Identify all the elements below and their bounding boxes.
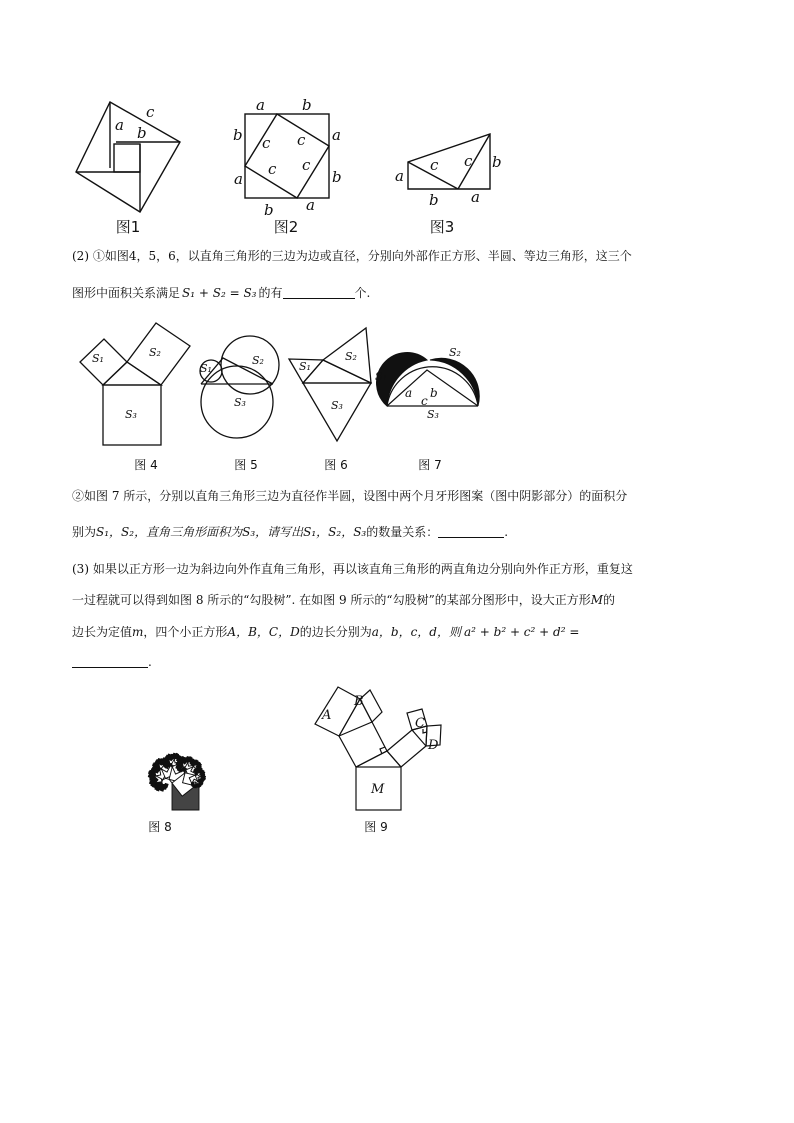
fig6-label-s3: S₃ bbox=[331, 399, 343, 412]
q3-line3b: ，四个小正方形 bbox=[143, 625, 228, 639]
q3-line3e: a，b，c，d，则 bbox=[371, 625, 461, 639]
figure-1 bbox=[70, 96, 190, 216]
figure-3-drawing bbox=[392, 126, 512, 216]
fig2-label-a-left: a bbox=[234, 170, 243, 188]
q2-1-line2b: 的有 bbox=[258, 286, 283, 300]
fig3-label-c-right: c bbox=[464, 152, 473, 170]
fig4-caption: 图 4 bbox=[134, 458, 158, 472]
fig6-caption: 图 6 bbox=[324, 458, 348, 472]
tree-square bbox=[159, 769, 160, 770]
fig2-label-a-bottom: a bbox=[306, 196, 315, 214]
fig7-caption: 图 7 bbox=[418, 458, 442, 472]
fig3-label-b-bottom: b bbox=[429, 191, 439, 209]
q2-2-line2end: . bbox=[504, 525, 509, 539]
fig9-label-a: A bbox=[322, 708, 332, 723]
fig7-label-a: a bbox=[405, 386, 413, 400]
figure-6 bbox=[285, 322, 385, 450]
fig2-label-b-left: b bbox=[233, 126, 243, 144]
tree-square bbox=[167, 755, 168, 756]
figure-8 bbox=[72, 684, 262, 814]
fig2-label-a-top: a bbox=[256, 96, 265, 114]
q3-line1: (3) 如果以正方形一边为斜边向外作直角三角形，再以该直角三角形的两直角边分别向外作正方形，重复这 bbox=[72, 562, 633, 576]
fig1-label-c: c bbox=[146, 103, 155, 121]
fig4-label-s1: S₁ bbox=[92, 352, 104, 365]
fig6-label-s1: S₁ bbox=[299, 360, 311, 373]
fig2-label-a-right: a bbox=[332, 126, 341, 144]
tree-square bbox=[155, 787, 157, 789]
fig5-label-s3: S₃ bbox=[234, 396, 246, 409]
tree-square bbox=[192, 765, 193, 766]
fig4-label-s3: S₃ bbox=[125, 408, 137, 421]
fig7-label-s3: S₃ bbox=[427, 408, 439, 421]
tree-square bbox=[164, 759, 165, 760]
fig5-label-s1: S₁ bbox=[200, 362, 212, 375]
tree-square bbox=[191, 761, 192, 762]
q2-2-line2e: 的数量关系： bbox=[366, 525, 439, 539]
q2-1-line1: (2) ①如图4，5，6，以直角三角形的三边为边或直径，分别向外部作正方形、半圆、等边三角形，这三个 bbox=[72, 249, 632, 263]
tree-square bbox=[199, 780, 200, 781]
tree-square bbox=[151, 784, 153, 786]
q3-line3c: A，B，C，D bbox=[227, 625, 300, 639]
fig3-label-b-right: b bbox=[492, 153, 502, 171]
fig2-label-c-tl: c bbox=[262, 134, 271, 152]
tree-square bbox=[180, 759, 181, 760]
figure-5 bbox=[192, 330, 292, 445]
tree-square bbox=[164, 786, 166, 788]
q3-line4-end: . bbox=[148, 655, 152, 669]
fig9-label-m: M bbox=[371, 782, 385, 797]
fig7-label-b: b bbox=[430, 386, 438, 400]
tree-square bbox=[195, 769, 196, 770]
fig3-caption: 图3 bbox=[429, 218, 455, 236]
tree-square bbox=[150, 771, 151, 772]
tree-square bbox=[185, 758, 186, 759]
fig3-label-c-left: c bbox=[430, 156, 439, 174]
q2-1-line2 bbox=[72, 287, 370, 299]
q2-2-line2d: S₁，S₂，S₃ bbox=[303, 525, 367, 539]
q2-2-line2a: 别为 bbox=[72, 525, 97, 539]
q2-2-line2 bbox=[72, 526, 508, 538]
fig9-label-b: B bbox=[354, 694, 364, 709]
fig7-label-s1: S₁ bbox=[375, 370, 387, 383]
fig1-label-b: b bbox=[137, 124, 147, 142]
figure-2-drawing bbox=[230, 98, 350, 218]
q3-line3a: 边长为定值 bbox=[72, 625, 133, 639]
fig3-label-a-bottom: a bbox=[471, 188, 480, 206]
fig9-label-c: C bbox=[415, 716, 425, 731]
fig2-caption: 图2 bbox=[273, 218, 299, 236]
fig4-label-s2: S₂ bbox=[149, 346, 161, 359]
fig2-label-b-bottom: b bbox=[264, 201, 274, 219]
q2-1-line2a: 图形中面积关系满足 bbox=[72, 286, 181, 300]
figure-4-drawing bbox=[70, 318, 200, 450]
q3-line2-text: 一过程就可以得到如图 8 所示的“勾股树”. 在如图 9 所示的“勾股树”的某部分图形中，设大正方形 bbox=[72, 593, 591, 607]
fig7-label-s2: S₂ bbox=[449, 346, 461, 359]
fig6-label-s2: S₂ bbox=[345, 350, 357, 363]
q3-line2-m: M bbox=[590, 593, 603, 607]
fig1-label-a: a bbox=[115, 116, 124, 134]
q2-2-line1: ②如图 7 所示，分别以直角三角形三边为直径作半圆，设图中两个月牙形图案（图中阴影部分）的面积分 bbox=[72, 489, 628, 503]
q2-2-line2c: S₃，请写出 bbox=[242, 525, 304, 539]
figure-9 bbox=[302, 684, 452, 814]
q2-2-line2b: S₁，S₂，直角三角形面积为 bbox=[96, 525, 243, 539]
fig2-label-b-top: b bbox=[302, 96, 312, 114]
q3-line2 bbox=[72, 594, 615, 606]
figure-6-drawing bbox=[285, 322, 385, 450]
q3-answer-blank[interactable] bbox=[72, 667, 148, 668]
tree-square bbox=[154, 770, 156, 772]
q3-line3-m: m bbox=[132, 625, 144, 639]
pythagoras-tree-drawing bbox=[72, 684, 262, 814]
tree-square bbox=[178, 758, 179, 759]
figure-4 bbox=[70, 318, 200, 450]
fig2-label-c-tr: c bbox=[297, 131, 306, 149]
q2-1-formula: S₁ + S₂ = S₃ bbox=[182, 286, 257, 300]
tree-square bbox=[150, 777, 152, 779]
fig3-label-a-left: a bbox=[395, 167, 404, 185]
fig9-caption: 图 9 bbox=[364, 820, 388, 834]
fig8-caption: 图 8 bbox=[148, 820, 172, 834]
q3-line3d: 的边长分别为 bbox=[299, 625, 372, 639]
fig5-label-s2: S₂ bbox=[252, 354, 264, 367]
q2-1-line2c: 个. bbox=[354, 286, 371, 300]
q2-2-answer-blank[interactable] bbox=[438, 537, 504, 538]
figure-7 bbox=[375, 346, 490, 426]
fig2-label-c-bl: c bbox=[268, 160, 277, 178]
q2-1-answer-blank[interactable] bbox=[283, 298, 355, 299]
figure-2 bbox=[230, 98, 350, 218]
q3-line3 bbox=[72, 626, 579, 638]
tree-square bbox=[178, 768, 180, 770]
fig5-caption: 图 5 bbox=[234, 458, 258, 472]
tree-square bbox=[157, 760, 158, 761]
fig9-label-d: D bbox=[428, 738, 439, 753]
q3-line3-formula: a² + b² + c² + d² = bbox=[463, 625, 580, 639]
figure-3 bbox=[392, 126, 512, 216]
fig1-caption: 图1 bbox=[115, 218, 141, 236]
tree-square bbox=[177, 762, 178, 763]
tree-square bbox=[154, 763, 155, 764]
figure-5-drawing bbox=[192, 330, 292, 445]
tree-square bbox=[172, 755, 173, 756]
figure-1-drawing bbox=[70, 96, 190, 216]
q3-line4 bbox=[72, 656, 152, 668]
fig2-label-b-right: b bbox=[332, 168, 342, 186]
fig7-label-c: c bbox=[421, 394, 428, 408]
tree-square bbox=[164, 765, 166, 767]
q3-line2-end: 的 bbox=[603, 593, 616, 607]
fig2-label-c-br: c bbox=[302, 156, 311, 174]
